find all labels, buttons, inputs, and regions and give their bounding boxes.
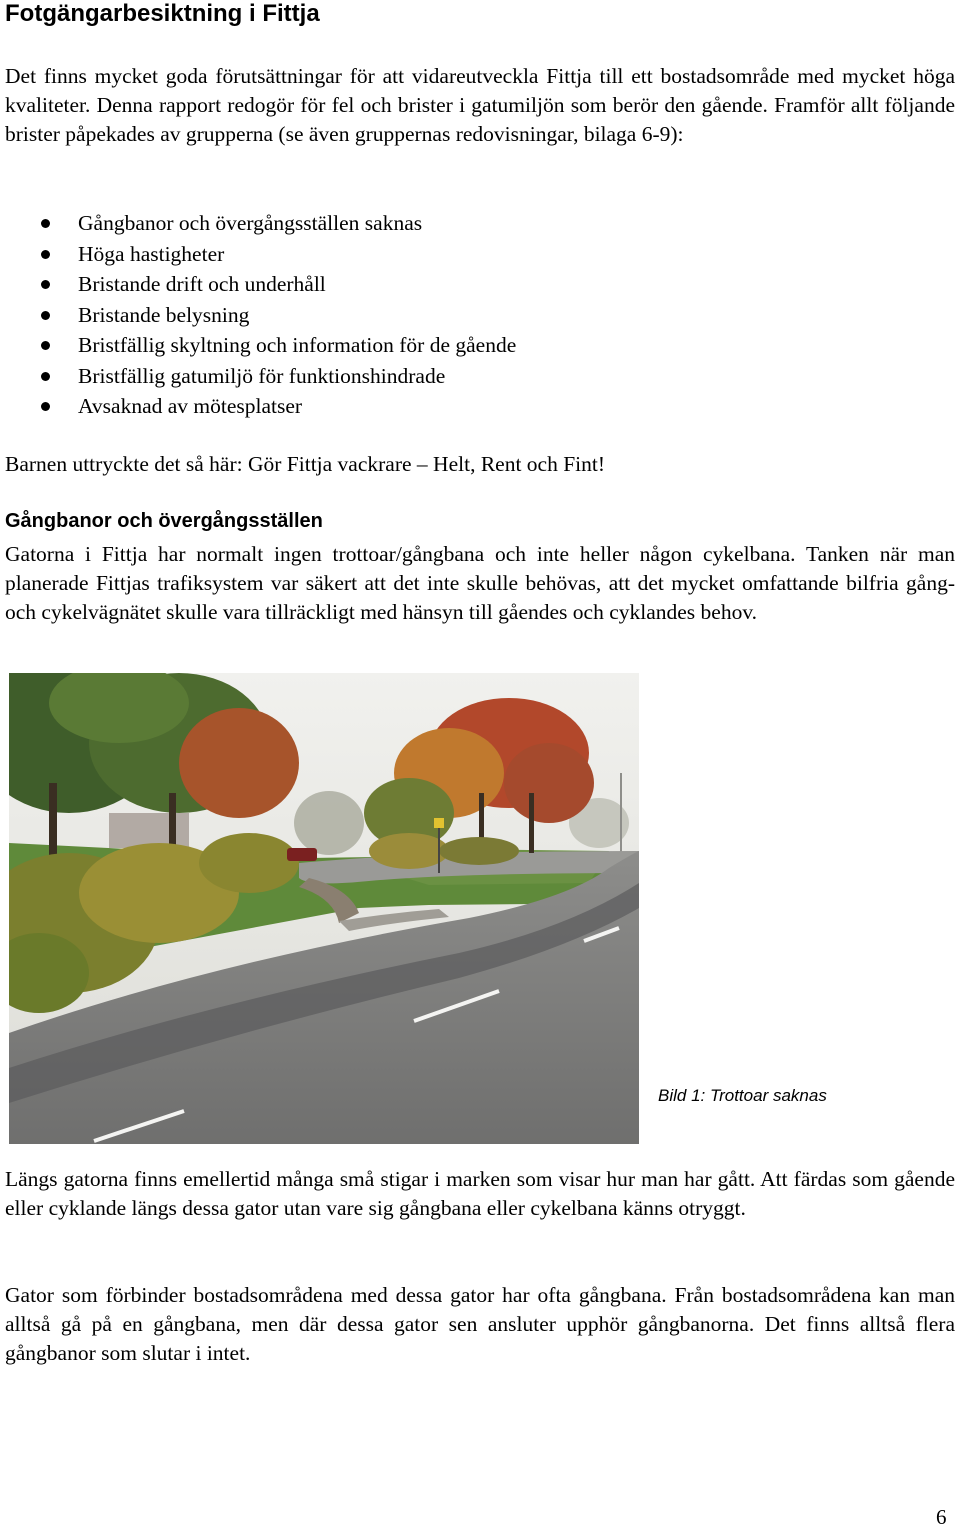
section-paragraph: Gatorna i Fittja har normalt ingen trottoar/gångbana och inte heller någon cykelbana. Tanken när man planerade Fittjas trafiksystem var säkert att det inte skulle behövas, att det mycket omfattande bilfria gång- och cykelvägnätet skulle vara tillräckligt med hänsyn till gåendes och cyklandes behov.	[5, 542, 955, 624]
bullet-icon	[41, 341, 50, 350]
street-photo	[9, 673, 639, 1144]
deficiency-list	[40, 208, 516, 422]
bullet-icon	[41, 402, 50, 411]
list-item: Gångbanor och övergångsställen saknas	[40, 208, 516, 239]
section-heading: Gångbanor och övergångsställen	[5, 510, 323, 532]
intro-paragraph: Det finns mycket goda förutsättningar för att vidareutveckla Fittja till ett bostadsområde med mycket höga kvaliteter. Denna rapport redogör för fel och brister i gatumiljön som berör den gående. Framför allt följande brister påpekades av grupperna (se även gruppernas redovisningar, bilaga 6-9):	[5, 64, 955, 146]
page-title: Fotgängarbesiktning i Fittja	[5, 0, 320, 27]
connecting-streets-paragraph: Gator som förbinder bostadsområdena med dessa gator har ofta gångbana. Från bostadsområdena kan man alltså gå på en gångbana, men där dessa gator sen ansluter upphör gångbanorna. Det finns alltså flera gångbanor som slutar i intet.	[5, 1283, 955, 1365]
page-number: 6	[936, 1505, 947, 1529]
bullet-icon	[41, 250, 50, 259]
list-item: Avsaknad av mötesplatser	[40, 391, 516, 422]
list-item: Bristande drift och underhåll	[40, 269, 516, 300]
list-item: Bristfällig gatumiljö för funktionshindrade	[40, 361, 516, 392]
bullet-icon	[41, 372, 50, 381]
children-quote: Barnen uttryckte det så här: Gör Fittja vackrare – Helt, Rent och Fint!	[5, 452, 606, 476]
paths-paragraph: Längs gatorna finns emellertid många små stigar i marken som visar hur man har gått. Att färdas som gående eller cyklande längs dessa gator utan vare sig gångbana eller cykelbana känns otryggt.	[5, 1167, 955, 1220]
list-item: Höga hastigheter	[40, 239, 516, 270]
list-item: Bristfällig skyltning och information för de gående	[40, 330, 516, 361]
bullet-icon	[41, 219, 50, 228]
list-item: Bristande belysning	[40, 300, 516, 331]
bullet-icon	[41, 280, 50, 289]
photo-caption: Bild 1: Trottoar saknas	[658, 1086, 827, 1105]
bullet-icon	[41, 311, 50, 320]
